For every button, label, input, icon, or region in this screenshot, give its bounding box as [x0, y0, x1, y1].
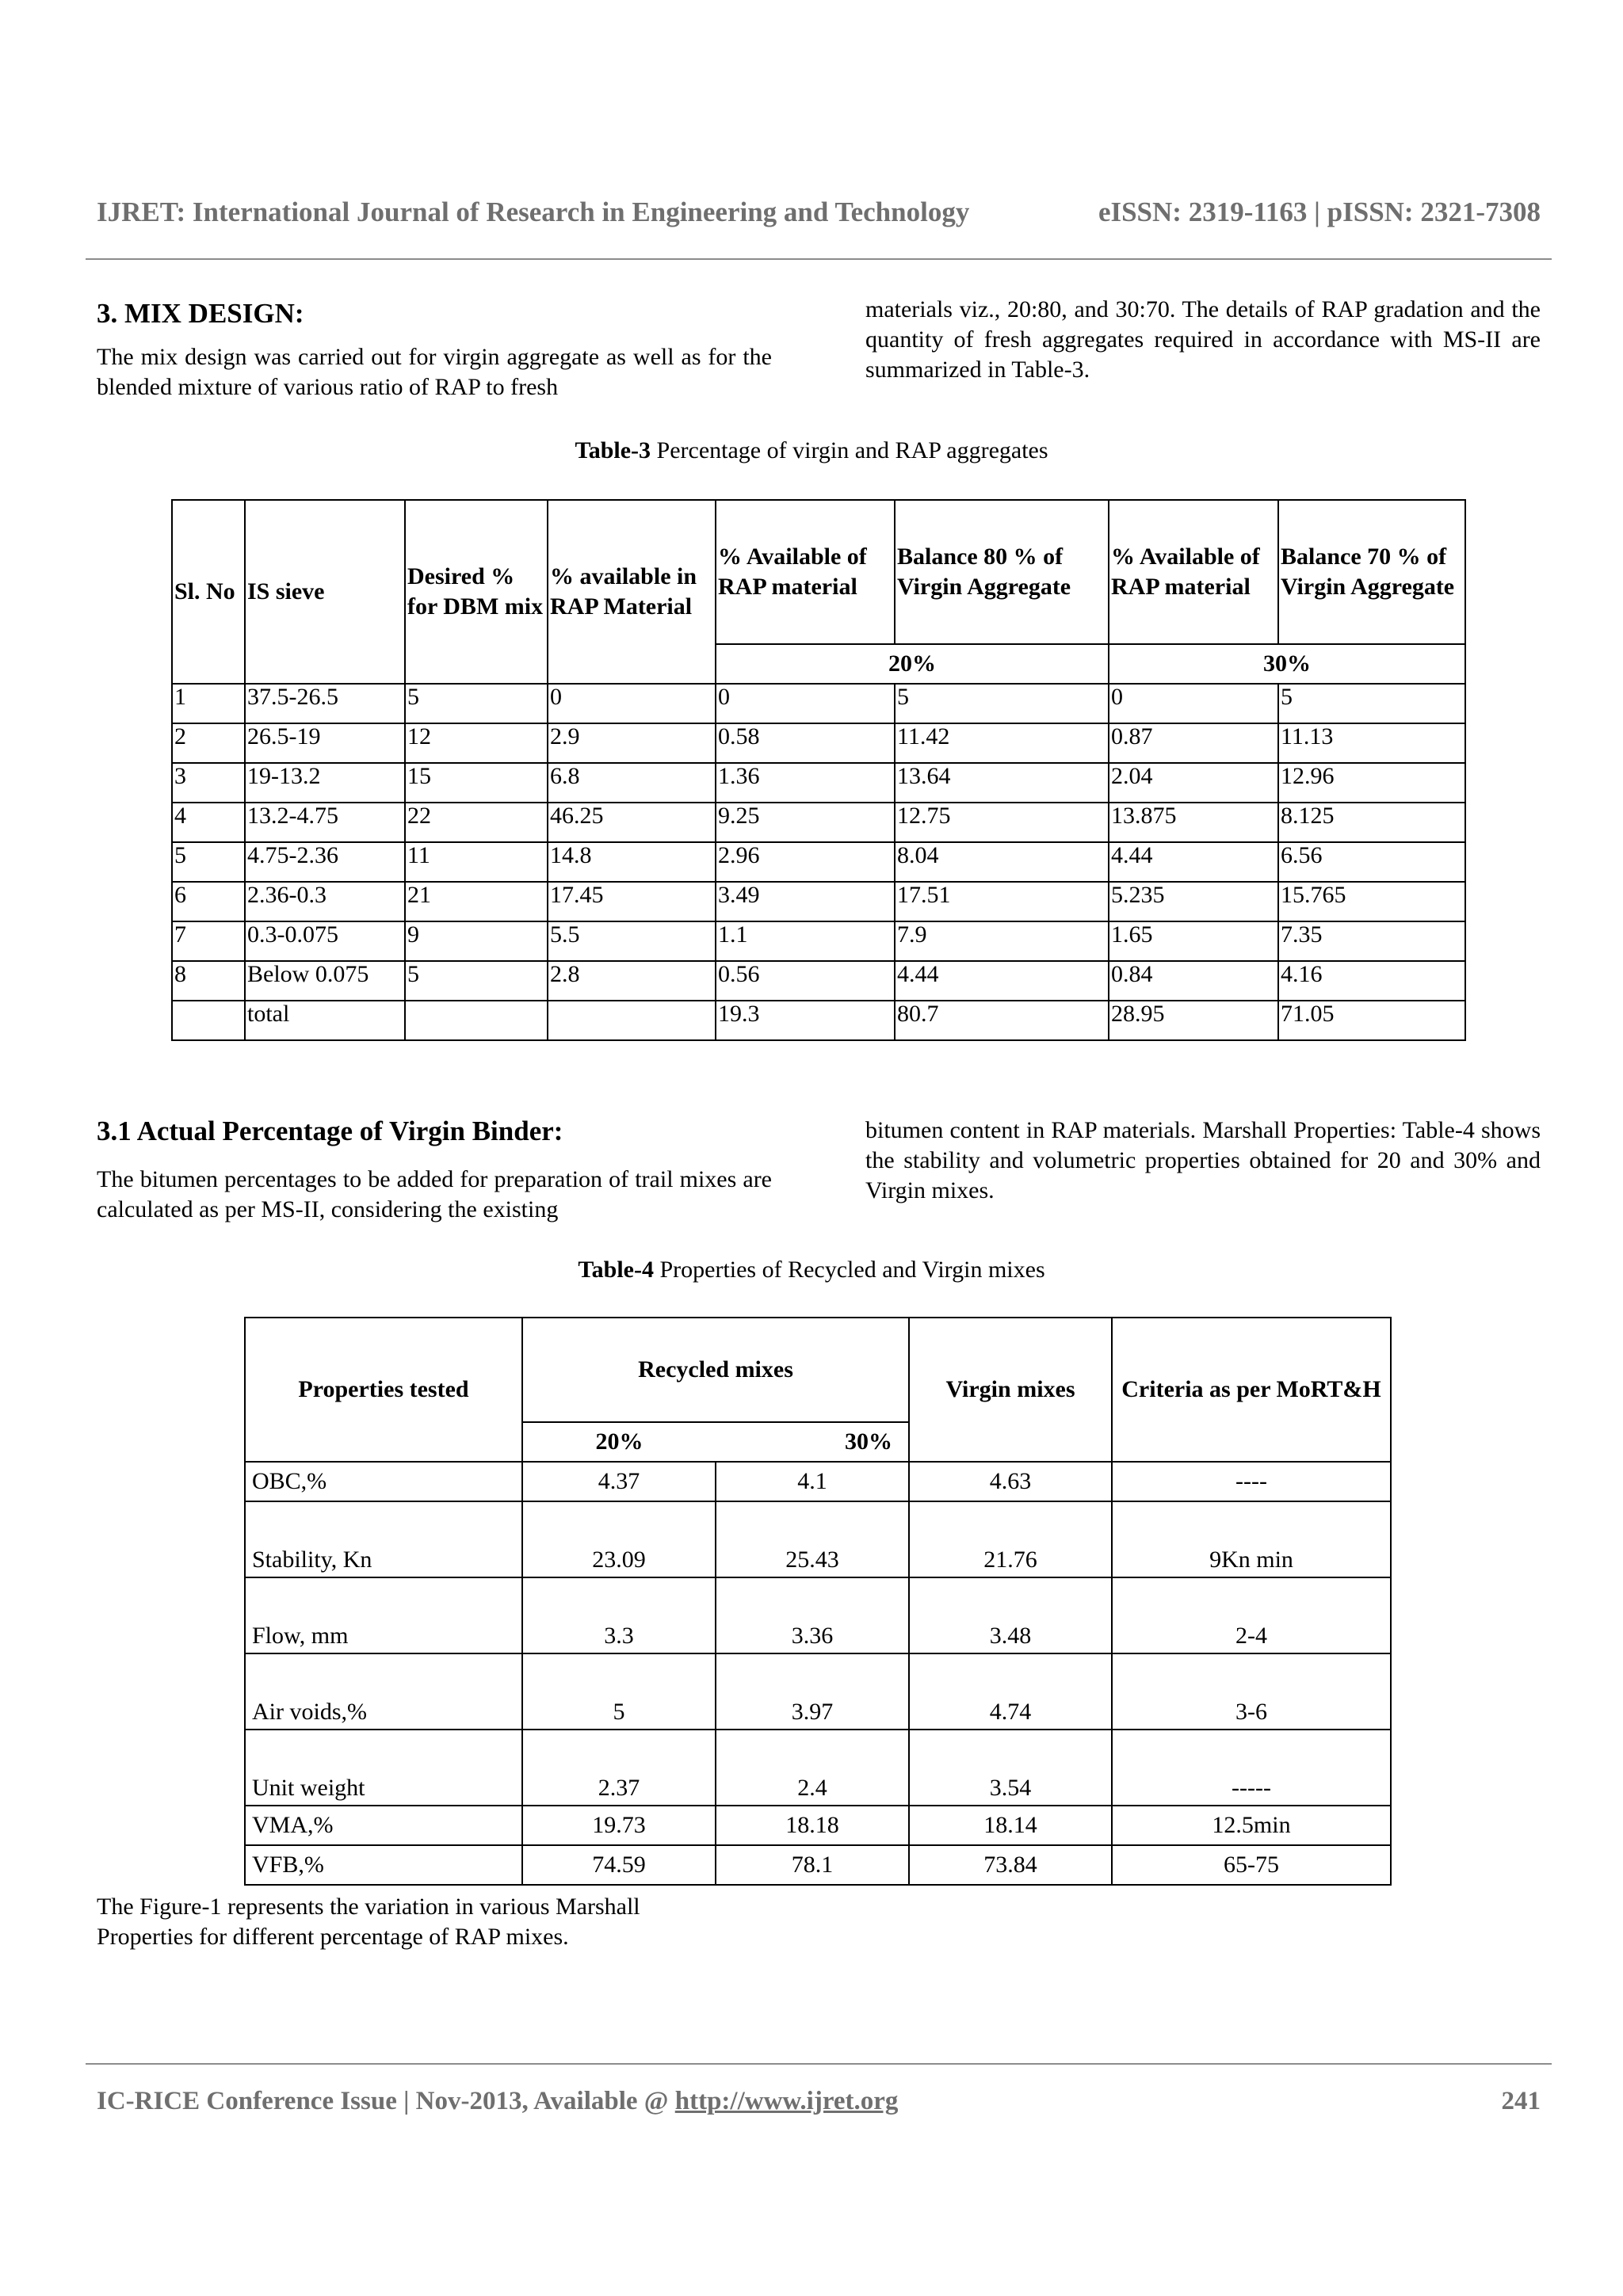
- table-3-cell: 12: [405, 723, 548, 763]
- table-3-cell: 0.56: [716, 961, 895, 1001]
- table-4-cell: 2-4: [1112, 1577, 1391, 1653]
- table-3-cell: 8.125: [1278, 803, 1465, 842]
- section-3-right-paragraph: materials viz., 20:80, and 30:70. The details of RAP gradation and the quantity of fresh aggregates required in accordance with MS-II are summarized in Table-3.: [865, 296, 1541, 383]
- table-4-cell: 5: [522, 1653, 716, 1730]
- table-4-property: Flow, mm: [245, 1577, 522, 1653]
- table-3-body: [172, 684, 1465, 1040]
- table-3-cell: total: [245, 1001, 405, 1040]
- table-4-caption-text: Properties of Recycled and Virgin mixes: [653, 1257, 1045, 1283]
- table-3-cell: 13.64: [895, 763, 1109, 803]
- table-3-row: [172, 803, 1465, 842]
- table-4-cell: 18.14: [909, 1806, 1112, 1845]
- table-3-caption-label: Table-3: [575, 437, 651, 463]
- table-3-header: % Available of RAP material: [716, 500, 895, 644]
- section-3-left-paragraph: The mix design was carried out for virgin aggregate as well as for the blended mixture of various ratio of RAP to fresh: [97, 344, 772, 400]
- table-4-property: OBC,%: [245, 1462, 522, 1501]
- table-3-cell: 0: [716, 684, 895, 723]
- section-3-1-right-paragraph: bitumen content in RAP materials. Marshall Properties: Table-4 shows the stability and volumetric properties obtained for 20 and 30% and Virgin mixes.: [865, 1117, 1541, 1203]
- table-4-cell: 3.3: [522, 1577, 716, 1653]
- table-4-header-virgin: Virgin mixes: [909, 1318, 1112, 1462]
- table-3-cell: 0.84: [1109, 961, 1278, 1001]
- table-3-cell: 11: [405, 842, 548, 882]
- table-4-body: [245, 1462, 1391, 1885]
- table-4-header-20: 20%: [522, 1422, 716, 1462]
- table-3-cell: 7.35: [1278, 921, 1465, 961]
- table-3-cell: 2.04: [1109, 763, 1278, 803]
- table-3-header: IS sieve: [245, 500, 405, 684]
- table-4-row: [245, 1730, 1391, 1806]
- table-4-property: VFB,%: [245, 1845, 522, 1885]
- table-4-cell: 4.74: [909, 1653, 1112, 1730]
- table-3-cell: 5: [1278, 684, 1465, 723]
- table-3-row: [172, 882, 1465, 921]
- table-3-cell: [405, 1001, 548, 1040]
- table-4-cell: 2.37: [522, 1730, 716, 1806]
- table-3-cell: 4.16: [1278, 961, 1465, 1001]
- table-3-row: [172, 763, 1465, 803]
- table-3-header-row: [172, 500, 1465, 644]
- table-4-cell: 18.18: [716, 1806, 909, 1845]
- table-3-header: % Available of RAP material: [1109, 500, 1278, 644]
- table-3-cell: 7: [172, 921, 245, 961]
- table-3-cell: 3: [172, 763, 245, 803]
- table-3-cell: 8: [172, 961, 245, 1001]
- table-4-cell: 73.84: [909, 1845, 1112, 1885]
- table-4-cell: 4.63: [909, 1462, 1112, 1501]
- running-header: [97, 196, 1541, 228]
- table-3-cell: 5: [895, 684, 1109, 723]
- table-3-row: [172, 842, 1465, 882]
- table-3-cell: 6: [172, 882, 245, 921]
- table-3-cell: 19-13.2: [245, 763, 405, 803]
- table-3-cell: 0.3-0.075: [245, 921, 405, 961]
- table-3-cell: 8.04: [895, 842, 1109, 882]
- table-3-cell: 13.2-4.75: [245, 803, 405, 842]
- page-footer: [97, 2087, 1541, 2116]
- table-3-cell: 3.49: [716, 882, 895, 921]
- table-4-cell: 3-6: [1112, 1653, 1391, 1730]
- table-3-cell: 15: [405, 763, 548, 803]
- table-3-cell: 5: [405, 961, 548, 1001]
- table-4-property: Air voids,%: [245, 1653, 522, 1730]
- table-3-cell: [172, 1001, 245, 1040]
- table-3-header: Desired % for DBM mix: [405, 500, 548, 684]
- table-3-cell: 1.36: [716, 763, 895, 803]
- table-3-cell: 2.8: [548, 961, 716, 1001]
- table-3-cell: 0: [548, 684, 716, 723]
- table-4-property: Unit weight: [245, 1730, 522, 1806]
- table-4: [244, 1317, 1392, 1886]
- table-3-cell: 2.36-0.3: [245, 882, 405, 921]
- footer-rule: [86, 2063, 1552, 2065]
- table-3-cell: 2.96: [716, 842, 895, 882]
- journal-title: IJRET: International Journal of Research in Engineering and Technology: [97, 196, 970, 227]
- table-4-cell: 19.73: [522, 1806, 716, 1845]
- table-3-cell: 9.25: [716, 803, 895, 842]
- table-3-cell: 37.5-26.5: [245, 684, 405, 723]
- table-3-cell: 5.5: [548, 921, 716, 961]
- table-3-cell: Below 0.075: [245, 961, 405, 1001]
- table-4-cell: 12.5min: [1112, 1806, 1391, 1845]
- table-3-cell: 12.75: [895, 803, 1109, 842]
- table-3-cell: 22: [405, 803, 548, 842]
- table-3-group-20: 20%: [716, 644, 1109, 684]
- table-3-cell: 28.95: [1109, 1001, 1278, 1040]
- table-3-cell: 17.45: [548, 882, 716, 921]
- table-3-cell: 12.96: [1278, 763, 1465, 803]
- table-4-cell: 23.09: [522, 1501, 716, 1577]
- table-3-cell: 4.44: [1109, 842, 1278, 882]
- table-3-header: Balance 70 % of Virgin Aggregate: [1278, 500, 1465, 644]
- table-3-row: [172, 961, 1465, 1001]
- table-3-cell: 46.25: [548, 803, 716, 842]
- footer-issue: IC-RICE Conference Issue | Nov-2013, Available @: [97, 2087, 675, 2115]
- table-3-cell: 26.5-19: [245, 723, 405, 763]
- table-3-header: Balance 80 % of Virgin Aggregate: [895, 500, 1109, 644]
- table-4-row: [245, 1577, 1391, 1653]
- table-3-cell: [548, 1001, 716, 1040]
- table-3-cell: 2.9: [548, 723, 716, 763]
- table-4-cell: 4.37: [522, 1462, 716, 1501]
- table-4-cell: 21.76: [909, 1501, 1112, 1577]
- table-3-cell: 6.8: [548, 763, 716, 803]
- table-3-cell: 5.235: [1109, 882, 1278, 921]
- table-4-cell: 25.43: [716, 1501, 909, 1577]
- table-3: [171, 499, 1466, 1041]
- table-3-cell: 21: [405, 882, 548, 921]
- table-3-cell: 71.05: [1278, 1001, 1465, 1040]
- section-3-title: 3. MIX DESIGN:: [97, 298, 304, 329]
- issn: eISSN: 2319-1163 | pISSN: 2321-7308: [1098, 196, 1541, 227]
- table-3-cell: 15.765: [1278, 882, 1465, 921]
- table-4-cell: 2.4: [716, 1730, 909, 1806]
- page-number: 241: [1501, 2087, 1541, 2115]
- table-3-cell: 11.13: [1278, 723, 1465, 763]
- table-3-cell: 2: [172, 723, 245, 763]
- table-4-property: Stability, Kn: [245, 1501, 522, 1577]
- table-3-cell: 9: [405, 921, 548, 961]
- table-4-cell: 4.1: [716, 1462, 909, 1501]
- table-3-cell: 5: [405, 684, 548, 723]
- table-3-cell: 4: [172, 803, 245, 842]
- table-3-row: [172, 723, 1465, 763]
- table-4-cell: 3.48: [909, 1577, 1112, 1653]
- table-4-row: [245, 1845, 1391, 1885]
- table-4-cell: 3.54: [909, 1730, 1112, 1806]
- table-3-cell: 0.87: [1109, 723, 1278, 763]
- table-3-cell: 1.65: [1109, 921, 1278, 961]
- table-4-caption-label: Table-4: [578, 1257, 654, 1283]
- footer-left: [97, 2087, 898, 2116]
- table-4-header-recycled: Recycled mixes: [522, 1318, 909, 1422]
- table-4-cell: 3.36: [716, 1577, 909, 1653]
- table-3-cell: 17.51: [895, 882, 1109, 921]
- table-3-cell: 0.58: [716, 723, 895, 763]
- table-3-cell: 0: [1109, 684, 1278, 723]
- table-4-row: [245, 1653, 1391, 1730]
- table-4-row: [245, 1462, 1391, 1501]
- table-4-header-properties: Properties tested: [245, 1318, 522, 1462]
- table-4-cell: 74.59: [522, 1845, 716, 1885]
- table-3-cell: 80.7: [895, 1001, 1109, 1040]
- table-4-header-row: [245, 1318, 1391, 1422]
- header-rule: [86, 258, 1552, 260]
- table-3-cell: 11.42: [895, 723, 1109, 763]
- table-3-cell: 5: [172, 842, 245, 882]
- table-3-caption-text: Percentage of virgin and RAP aggregates: [651, 437, 1048, 463]
- table-4-header-30: 30%: [716, 1422, 909, 1462]
- table-3-cell: 13.875: [1109, 803, 1278, 842]
- table-3-header: Sl. No: [172, 500, 245, 684]
- table-4-caption: [0, 1257, 1623, 1283]
- table-3-caption: [0, 437, 1623, 464]
- table-4-cell: 78.1: [716, 1845, 909, 1885]
- table-4-property: VMA,%: [245, 1806, 522, 1845]
- table-3-row: [172, 921, 1465, 961]
- table-3-cell: 14.8: [548, 842, 716, 882]
- table-3-group-30: 30%: [1109, 644, 1465, 684]
- table-4-cell: -----: [1112, 1730, 1391, 1806]
- table-4-row: [245, 1806, 1391, 1845]
- table-3-cell: 1: [172, 684, 245, 723]
- table-3-cell: 4.44: [895, 961, 1109, 1001]
- table-3-cell: 6.56: [1278, 842, 1465, 882]
- section-3-1-left-paragraph: The bitumen percentages to be added for preparation of trail mixes are calculated as per MS-II, considering the existing: [97, 1166, 772, 1222]
- table-3-cell: 7.9: [895, 921, 1109, 961]
- table-4-cell: 9Kn min: [1112, 1501, 1391, 1577]
- table-3-header: % available in RAP Material: [548, 500, 716, 684]
- table-4-row: [245, 1501, 1391, 1577]
- table-3-cell: 1.1: [716, 921, 895, 961]
- section-3-1-title: 3.1 Actual Percentage of Virgin Binder:: [97, 1116, 563, 1146]
- table-3-cell: 4.75-2.36: [245, 842, 405, 882]
- table-4-cell: ----: [1112, 1462, 1391, 1501]
- closing-paragraph: The Figure-1 represents the variation in various Marshall Properties for different percentage of RAP mixes.: [97, 1894, 640, 1950]
- table-3-row: [172, 1001, 1465, 1040]
- table-3-row: [172, 684, 1465, 723]
- footer-link[interactable]: http://www.ijret.org: [674, 2087, 899, 2115]
- table-4-header-criteria: Criteria as per MoRT&H: [1112, 1318, 1391, 1462]
- table-4-cell: 65-75: [1112, 1845, 1391, 1885]
- table-3-cell: 19.3: [716, 1001, 895, 1040]
- table-4-cell: 3.97: [716, 1653, 909, 1730]
